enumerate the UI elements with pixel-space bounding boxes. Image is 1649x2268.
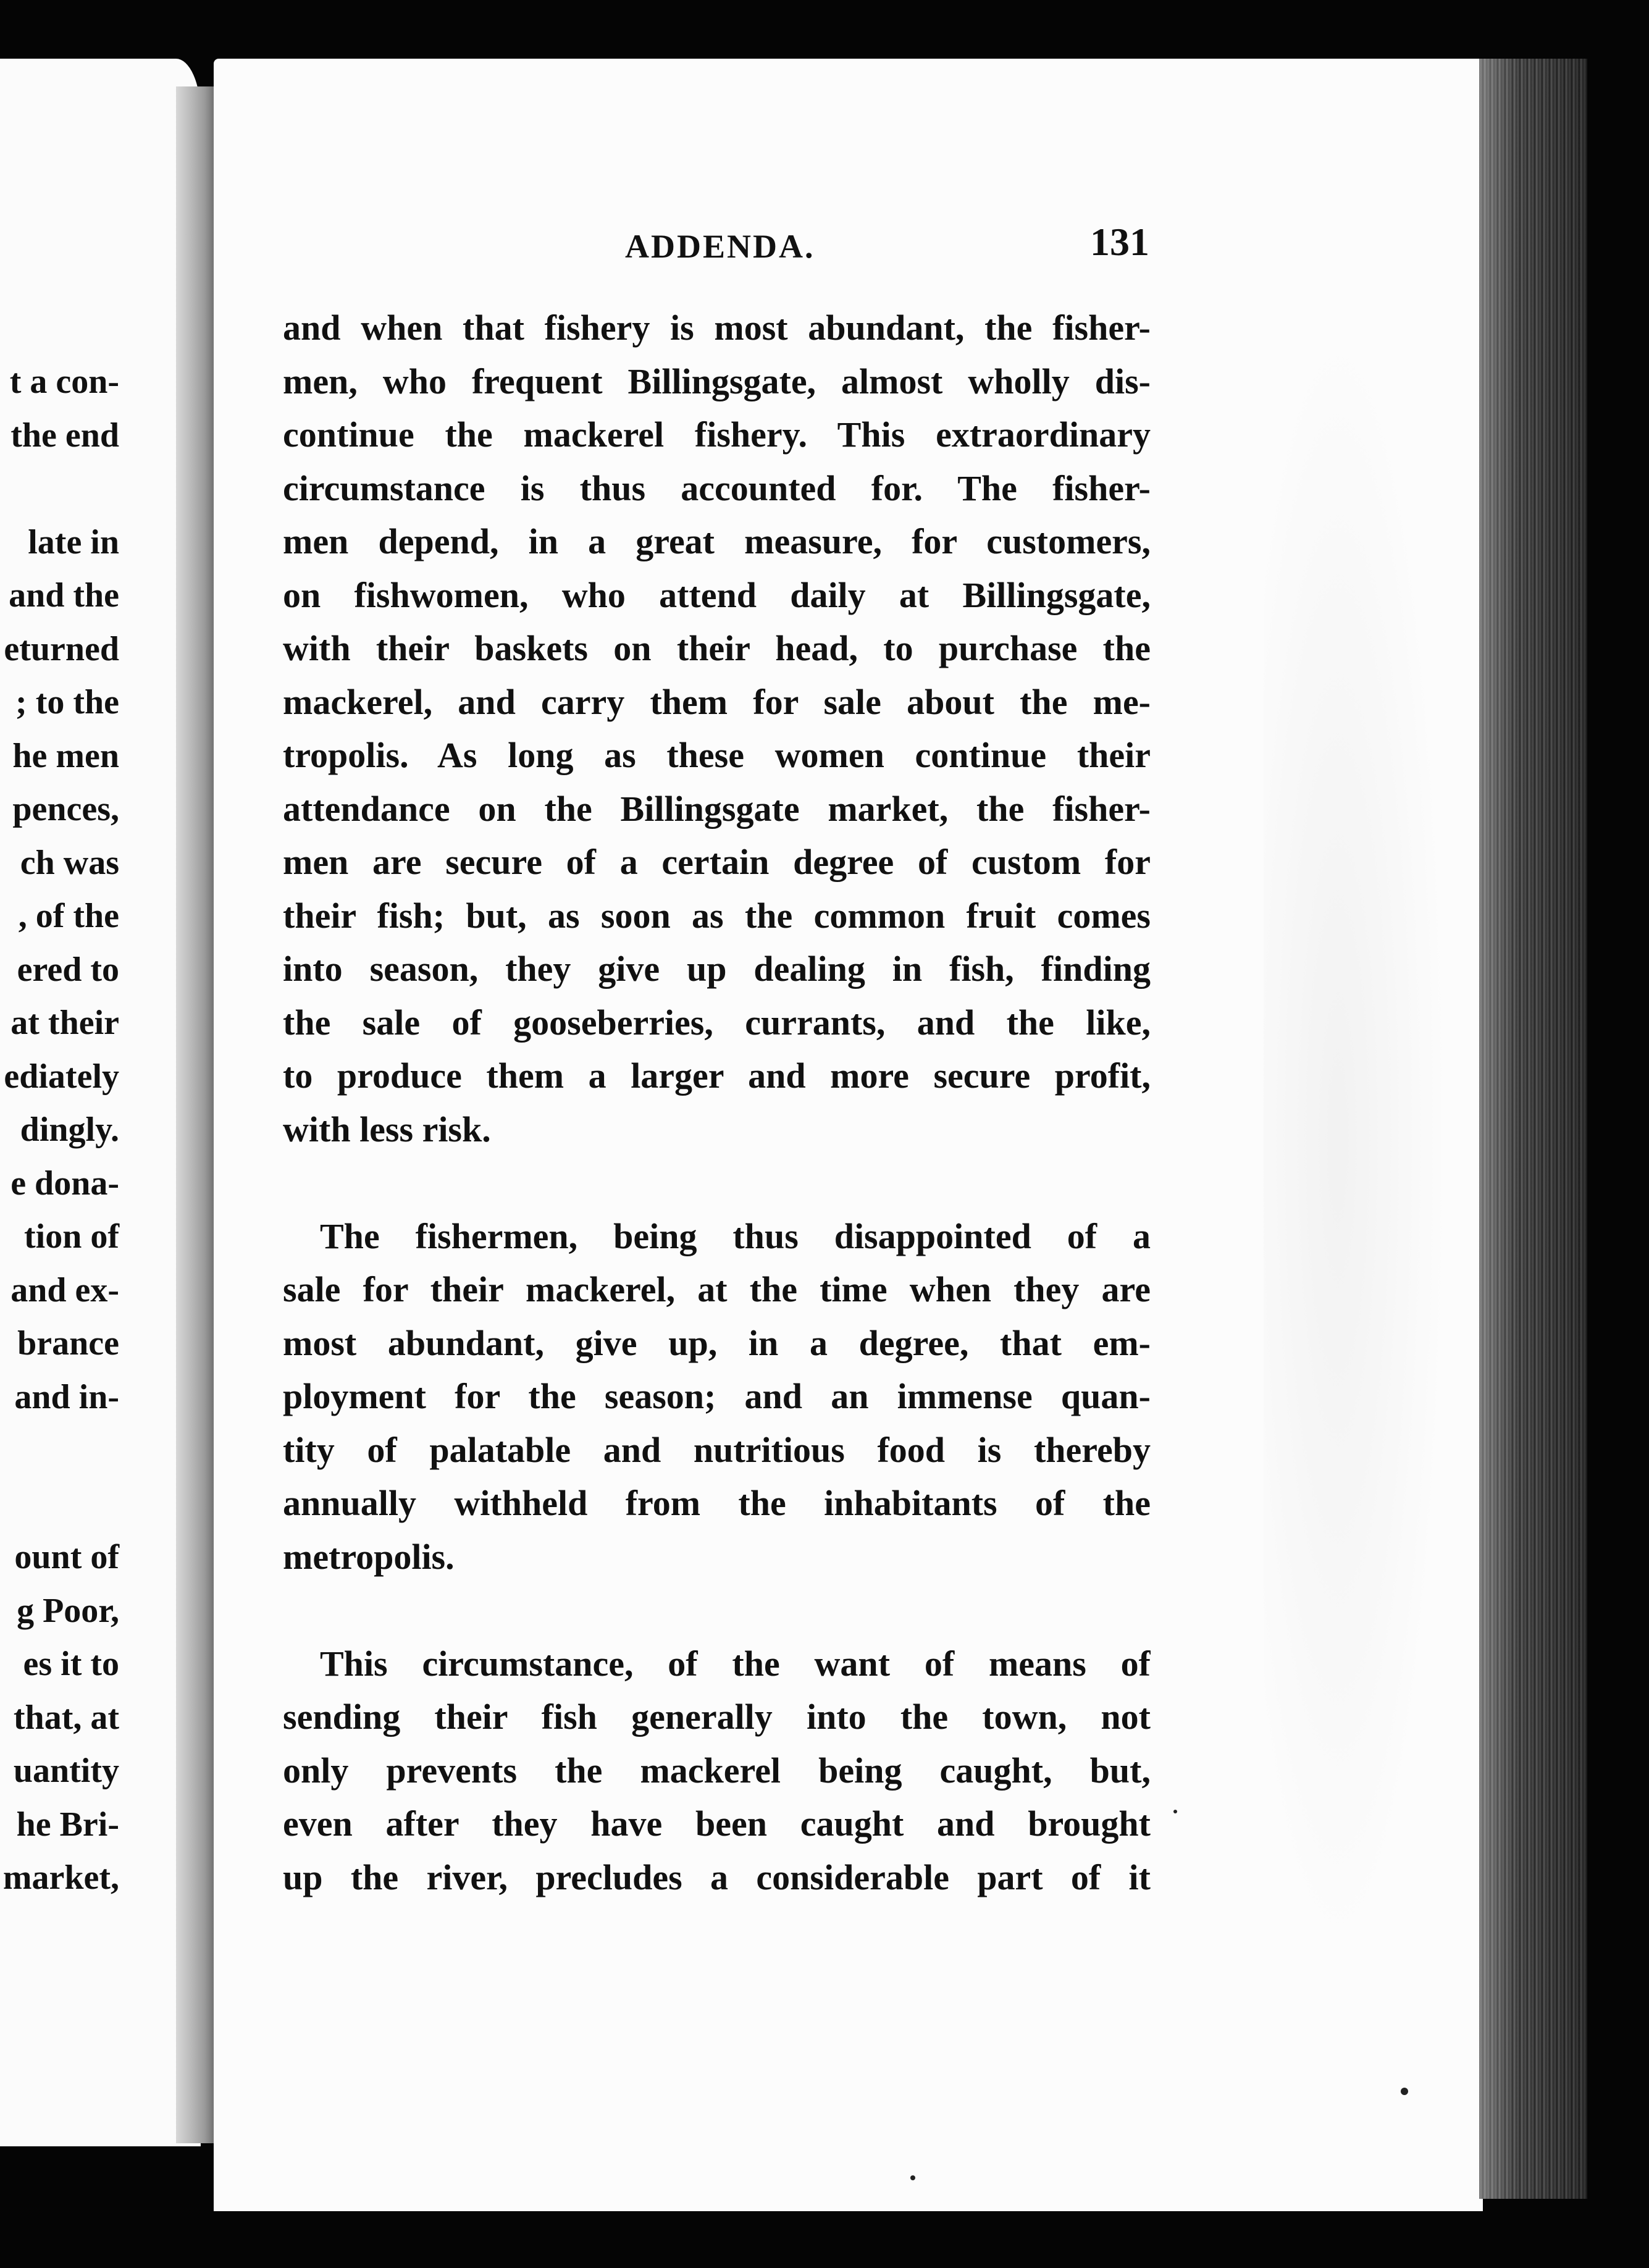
text-line: sending their fish generally into the town, not [283, 1697, 1151, 1737]
left-line: late in [28, 523, 119, 561]
paragraph [283, 1637, 1151, 1905]
left-line: dingly. [20, 1111, 119, 1149]
left-line: and ex- [10, 1270, 119, 1309]
left-line: es it to [23, 1645, 119, 1683]
left-line: he Bri- [16, 1805, 119, 1844]
left-line: ediately [4, 1057, 119, 1096]
text-line: continue the mackerel fishery. This extraordinary [283, 414, 1151, 455]
book-gutter [176, 86, 214, 2143]
left-line: ount of [14, 1538, 119, 1576]
ink-speck [1173, 1810, 1177, 1813]
text-line: only prevents the mackerel being caught, but, [283, 1750, 1151, 1791]
text-line: annually withheld from the inhabitants of the [283, 1483, 1151, 1523]
text-line: to produce them a larger and more secure profit, [283, 1056, 1151, 1096]
left-line: e dona- [10, 1164, 119, 1203]
paragraph [283, 1210, 1151, 1584]
text-line: men depend, in a great measure, for customers, [283, 521, 1151, 561]
text-line: tity of palatable and nutritious food is thereby [283, 1429, 1151, 1470]
text-line: with their baskets on their head, to purchase the [283, 628, 1151, 668]
text-line: attendance on the Billingsgate market, the fisher- [283, 788, 1151, 829]
left-line: pences, [12, 790, 119, 828]
left-line: the end [10, 416, 119, 455]
left-line [3, 1424, 119, 1477]
page-number: 131 [1090, 220, 1149, 264]
text-line: men, who frequent Billingsgate, almost wholly dis- [283, 361, 1151, 401]
body-text [283, 301, 1151, 1904]
text-line: mackerel, and carry them for sale about the me- [283, 681, 1151, 722]
left-facing-page [0, 59, 201, 2146]
left-line: ch was [20, 843, 119, 882]
text-line: The fishermen, being thus disappointed of a [320, 1216, 1151, 1256]
left-line: ered to [17, 950, 119, 989]
text-line: most abundant, give up, in a degree, that em- [283, 1322, 1151, 1363]
text-line: on fishwomen, who attend daily at Billingsgate, [283, 574, 1151, 615]
text-line: the sale of gooseberries, currants, and the like, [283, 1002, 1151, 1043]
show-through-shade [1264, 306, 1449, 1973]
page-edges-shade [1479, 59, 1587, 2199]
left-line [3, 1477, 119, 1531]
left-line: and in- [14, 1377, 119, 1416]
text-line: ployment for the season; and an immense quan- [283, 1376, 1151, 1416]
text-line: with less risk. [283, 1109, 491, 1149]
text-line: This circumstance, of the want of means of [320, 1643, 1151, 1684]
running-head: ADDENDA. [625, 228, 815, 265]
left-line: he men [12, 736, 119, 775]
paragraph-gap [283, 1156, 1151, 1210]
left-line: and the [9, 576, 119, 615]
left-line: at their [10, 1004, 119, 1042]
left-line: brance [17, 1324, 119, 1363]
text-line: their fish; but, as soon as the common fruit comes [283, 895, 1151, 936]
left-page-text [3, 355, 119, 1905]
left-line [3, 462, 119, 516]
left-line: uantity [13, 1752, 119, 1790]
left-line: that, at [13, 1698, 119, 1737]
text-line: up the river, precludes a considerable part of it [283, 1857, 1151, 1897]
ink-speck [1401, 2088, 1408, 2095]
text-line: even after they have been caught and brought [283, 1804, 1151, 1844]
left-line: eturned [4, 629, 119, 668]
text-line: tropolis. As long as these women continue their [283, 735, 1151, 775]
text-line: and when that fishery is most abundant, the fisher- [283, 308, 1151, 348]
left-line: ; to the [15, 683, 119, 721]
ink-speck [910, 2175, 915, 2180]
left-line: t a con- [9, 363, 119, 401]
left-line: tion of [24, 1217, 119, 1256]
paragraph [283, 301, 1151, 1156]
left-line: market, [2, 1858, 119, 1897]
text-line: metropolis. [283, 1536, 455, 1577]
left-line: , of the [18, 897, 119, 935]
text-line: men are secure of a certain degree of custom for [283, 842, 1151, 882]
left-line: g Poor, [17, 1591, 119, 1630]
text-line: sale for their mackerel, at the time when they are [283, 1269, 1151, 1309]
paragraph-gap [283, 1584, 1151, 1637]
text-line: into season, they give up dealing in fish, finding [283, 949, 1151, 989]
text-line: circumstance is thus accounted for. The fisher- [283, 468, 1151, 508]
